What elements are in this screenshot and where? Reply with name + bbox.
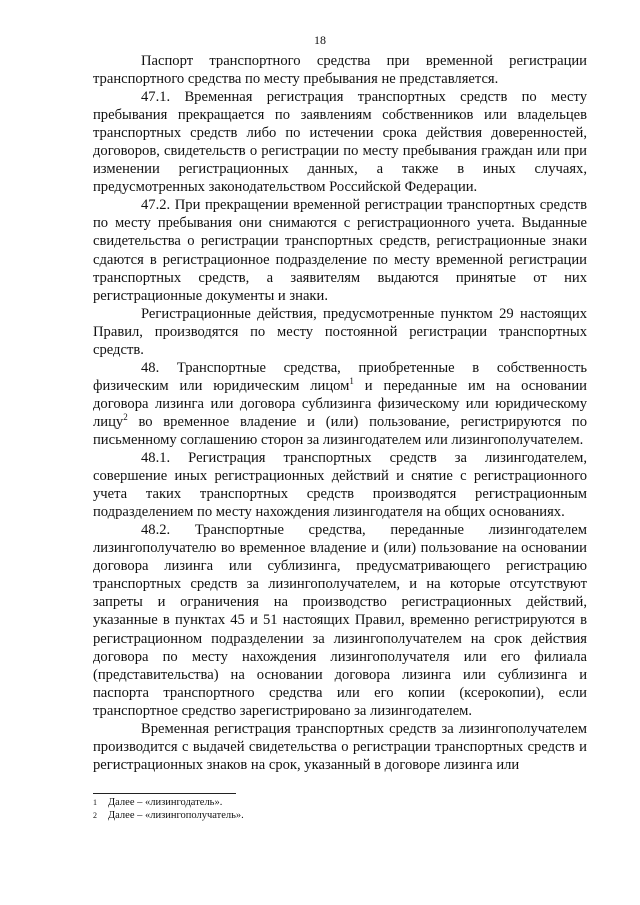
paragraph-48-2: 48.2. Транспортные средства, переданные лизингодателем лизингополучателю во временное владение и (или) пользование на основании договора лизинга или сублизинга, предусматривающего регистрацию транспортных средств за лизингополучателем, и на которые отсутствуют запреты и ограничения на производство регистрационных действий, указанные в пунктах 45 и 51 настоящих Правил, временно регистрируются в регистрационном подразделении за лизингополучателем на срок действия договора по месту нахождения лизингополучателя или его филиала (представительства) на основании договора лизинга или сублизинга и паспорта транспортного средства или его копии (ксерокопии), если транспортное средство зарегистрировано за лизингодателем. — [93, 522, 587, 719]
footnote-divider — [93, 793, 236, 794]
footnote-number: 1 — [93, 798, 97, 807]
paragraph-48-1: 48.1. Регистрация транспортных средств за лизингодателем, совершение иных регистрационных действий и снятие с регистрационного учета таких транспортных средств производятся регистрационным подразделением по месту нахождения лизингодателя на общих основаниях. — [93, 450, 587, 521]
paragraph-47-1: 47.1. Временная регистрация транспортных средств по месту пребывания прекращается по заявлениям собственников или владельцев транспортных средств либо по истечении срока действия доверенностей, договоров, свидетельств о регистрации по месту пребывания граждан или при изменении регистрационных данных, а также в иных случаях, предусмотренных законодательством Российской Федерации. — [93, 89, 587, 196]
footnotes — [93, 796, 587, 822]
footnote-number: 2 — [93, 811, 97, 820]
footnote-ref-1: 1 — [349, 375, 354, 386]
body-text — [93, 52, 587, 774]
page-number: 18 — [314, 33, 326, 47]
footnote-text: Далее – «лизингополучатель». — [108, 810, 244, 821]
footnote-1 — [93, 796, 587, 809]
footnote-ref-2: 2 — [123, 412, 128, 423]
paragraph-47-2: 47.2. При прекращении временной регистрации транспортных средств по месту пребывания они снимаются с регистрационного учета. Выданные свидетельства о регистрации транспортных средств, регистрационные знаки сдаются в регистрационное подразделение по месту временной регистрации транспортных средств, а заявителям выдаются принятые от них регистрационные документы и знаки. — [93, 197, 587, 304]
paragraph-48: 48. Транспортные средства, приобретенные в собственность физическим или юридическим лицом$^1$ и переданные им на основании договора лизинга или договора сублизинга физическому или юридическому лицу$^2$ во временное владение и (или) пользование, регистрируются по письменному соглашению сторон за лизингодателем или лизингополучателем. — [93, 359, 587, 448]
footnote-2 — [93, 809, 587, 822]
paragraph-temporary-registration: Временная регистрация транспортных средств за лизингополучателем производится с выдачей свидетельства о регистрации транспортных средств и регистрационных знаков на срок, указанный в договоре лизинга или — [93, 720, 587, 773]
paragraph-registration-actions: Регистрационные действия, предусмотренные пунктом 29 настоящих Правил, производятся по месту постоянной регистрации транспортных средств. — [93, 305, 587, 358]
footnote-text: Далее – «лизингодатель». — [108, 797, 223, 808]
paragraph-passport: Паспорт транспортного средства при временной регистрации транспортного средства по месту пребывания не представляется. — [93, 53, 587, 88]
